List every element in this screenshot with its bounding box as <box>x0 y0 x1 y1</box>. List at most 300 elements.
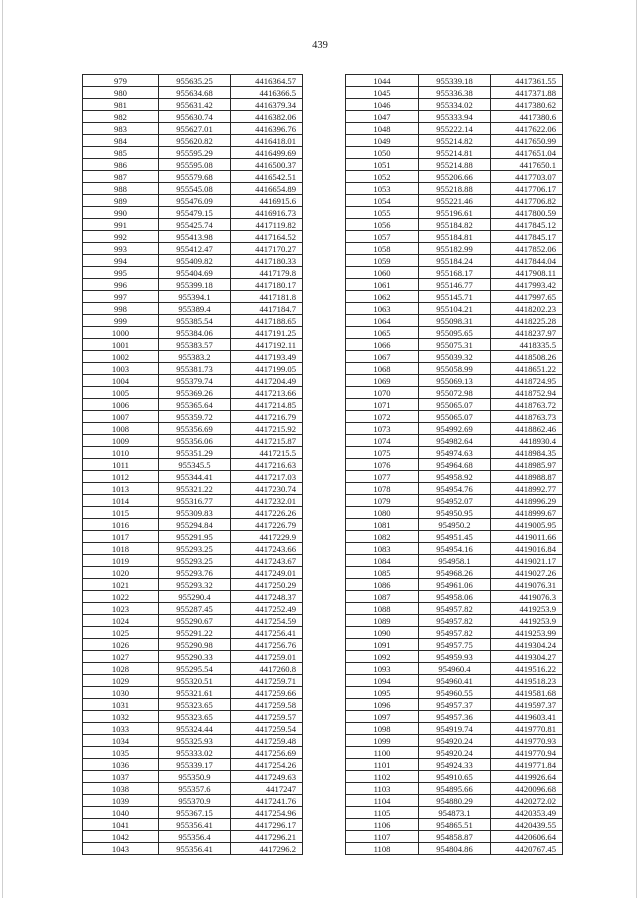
table-row <box>83 387 303 399</box>
table-row <box>346 255 563 267</box>
x-coordinate-cell: 955389.4 <box>159 303 231 315</box>
table-row <box>83 183 303 195</box>
x-coordinate-cell: 955379.74 <box>159 375 231 387</box>
table-row <box>346 819 563 831</box>
table-row <box>346 723 563 735</box>
x-coordinate-cell: 955479.15 <box>159 207 231 219</box>
x-coordinate-cell: 955145.71 <box>419 291 491 303</box>
y-coordinate-cell: 4417706.17 <box>491 183 563 195</box>
point-number-cell: 1103 <box>346 783 419 795</box>
x-coordinate-cell: 955324.44 <box>159 723 231 735</box>
y-coordinate-cell: 4418724.95 <box>491 375 563 387</box>
y-coordinate-cell: 4418508.26 <box>491 351 563 363</box>
y-coordinate-cell: 4419770.93 <box>491 735 563 747</box>
y-coordinate-cell: 4417254.26 <box>231 759 303 771</box>
x-coordinate-cell: 955369.26 <box>159 387 231 399</box>
table-row <box>346 315 563 327</box>
table-row <box>346 591 563 603</box>
x-coordinate-cell: 955206.66 <box>419 171 491 183</box>
table-row <box>83 591 303 603</box>
y-coordinate-cell: 4417249.63 <box>231 771 303 783</box>
x-coordinate-cell: 955595.29 <box>159 147 231 159</box>
table-row <box>83 147 303 159</box>
x-coordinate-cell: 955579.68 <box>159 171 231 183</box>
y-coordinate-cell: 4420439.55 <box>491 819 563 831</box>
x-coordinate-cell: 954960.41 <box>419 675 491 687</box>
y-coordinate-cell: 4417259.58 <box>231 699 303 711</box>
table-row <box>346 603 563 615</box>
point-number-cell: 1101 <box>346 759 419 771</box>
table-row <box>346 291 563 303</box>
table-row <box>346 459 563 471</box>
y-coordinate-cell: 4419603.41 <box>491 711 563 723</box>
point-number-cell: 1011 <box>83 459 159 471</box>
point-number-cell: 1016 <box>83 519 159 531</box>
point-number-cell: 996 <box>83 279 159 291</box>
table-row <box>346 771 563 783</box>
y-coordinate-cell: 4417241.76 <box>231 795 303 807</box>
y-coordinate-cell: 4416500.37 <box>231 159 303 171</box>
y-coordinate-cell: 4417243.66 <box>231 543 303 555</box>
point-number-cell: 1107 <box>346 831 419 843</box>
x-coordinate-cell: 954957.82 <box>419 627 491 639</box>
x-coordinate-cell: 955316.77 <box>159 495 231 507</box>
table-row <box>346 243 563 255</box>
x-coordinate-cell: 955196.61 <box>419 207 491 219</box>
y-coordinate-cell: 4417296.21 <box>231 831 303 843</box>
y-coordinate-cell: 4417215.5 <box>231 447 303 459</box>
y-coordinate-cell: 4417180.17 <box>231 279 303 291</box>
y-coordinate-cell: 4420767.45 <box>491 843 563 855</box>
x-coordinate-cell: 955359.72 <box>159 411 231 423</box>
x-coordinate-cell: 955383.57 <box>159 339 231 351</box>
y-coordinate-cell: 4417192.11 <box>231 339 303 351</box>
y-coordinate-cell: 4417204.49 <box>231 375 303 387</box>
y-coordinate-cell: 4419021.17 <box>491 555 563 567</box>
point-number-cell: 1060 <box>346 267 419 279</box>
y-coordinate-cell: 4417249.01 <box>231 567 303 579</box>
x-coordinate-cell: 955184.24 <box>419 255 491 267</box>
table-row <box>346 183 563 195</box>
y-coordinate-cell: 4418999.67 <box>491 507 563 519</box>
table-row <box>346 519 563 531</box>
point-number-cell: 1100 <box>346 747 419 759</box>
y-coordinate-cell: 4417193.49 <box>231 351 303 363</box>
table-row <box>83 795 303 807</box>
y-coordinate-cell: 4416654.89 <box>231 183 303 195</box>
point-number-cell: 1092 <box>346 651 419 663</box>
x-coordinate-cell: 954954.76 <box>419 483 491 495</box>
point-number-cell: 1063 <box>346 303 419 315</box>
x-coordinate-cell: 955293.76 <box>159 567 231 579</box>
point-number-cell: 1046 <box>346 99 419 111</box>
x-coordinate-cell: 955168.17 <box>419 267 491 279</box>
y-coordinate-cell: 4418984.35 <box>491 447 563 459</box>
y-coordinate-cell: 4417259.48 <box>231 735 303 747</box>
y-coordinate-cell: 4418985.97 <box>491 459 563 471</box>
y-coordinate-cell: 4417800.59 <box>491 207 563 219</box>
x-coordinate-cell: 955291.95 <box>159 531 231 543</box>
point-number-cell: 1042 <box>83 831 159 843</box>
point-number-cell: 1017 <box>83 531 159 543</box>
point-number-cell: 1067 <box>346 351 419 363</box>
point-number-cell: 1048 <box>346 123 419 135</box>
table-row <box>83 459 303 471</box>
table-row <box>346 843 563 855</box>
x-coordinate-cell: 955323.65 <box>159 699 231 711</box>
table-row <box>346 783 563 795</box>
x-coordinate-cell: 955545.08 <box>159 183 231 195</box>
point-number-cell: 1054 <box>346 195 419 207</box>
y-coordinate-cell: 4417184.7 <box>231 303 303 315</box>
x-coordinate-cell: 955293.25 <box>159 555 231 567</box>
x-coordinate-cell: 955214.82 <box>419 135 491 147</box>
x-coordinate-cell: 955218.88 <box>419 183 491 195</box>
point-number-cell: 1051 <box>346 159 419 171</box>
y-coordinate-cell: 4417215.92 <box>231 423 303 435</box>
x-coordinate-cell: 955356.41 <box>159 843 231 855</box>
table-row <box>346 543 563 555</box>
point-number-cell: 984 <box>83 135 159 147</box>
table-row <box>83 375 303 387</box>
y-coordinate-cell: 4419005.95 <box>491 519 563 531</box>
point-number-cell: 1023 <box>83 603 159 615</box>
point-number-cell: 998 <box>83 303 159 315</box>
point-number-cell: 1071 <box>346 399 419 411</box>
y-coordinate-cell: 4417703.07 <box>491 171 563 183</box>
table-row <box>83 507 303 519</box>
x-coordinate-cell: 955425.74 <box>159 219 231 231</box>
point-number-cell: 985 <box>83 147 159 159</box>
point-number-cell: 1081 <box>346 519 419 531</box>
y-coordinate-cell: 4417170.27 <box>231 243 303 255</box>
y-coordinate-cell: 4418763.72 <box>491 399 563 411</box>
point-number-cell: 1083 <box>346 543 419 555</box>
point-number-cell: 1078 <box>346 483 419 495</box>
x-coordinate-cell: 955290.33 <box>159 651 231 663</box>
point-number-cell: 1096 <box>346 699 419 711</box>
table-row <box>346 663 563 675</box>
page-number: 439 <box>312 40 328 51</box>
point-number-cell: 1055 <box>346 207 419 219</box>
y-coordinate-cell: 4420606.64 <box>491 831 563 843</box>
table-row <box>346 423 563 435</box>
point-number-cell: 1035 <box>83 747 159 759</box>
x-coordinate-cell: 955404.69 <box>159 267 231 279</box>
point-number-cell: 981 <box>83 99 159 111</box>
x-coordinate-cell: 955184.82 <box>419 219 491 231</box>
table-row <box>83 603 303 615</box>
point-number-cell: 1084 <box>346 555 419 567</box>
x-coordinate-cell: 955320.51 <box>159 675 231 687</box>
point-number-cell: 1044 <box>346 75 419 87</box>
x-coordinate-cell: 954992.69 <box>419 423 491 435</box>
x-coordinate-cell: 955476.09 <box>159 195 231 207</box>
y-coordinate-cell: 4416366.5 <box>231 87 303 99</box>
x-coordinate-cell: 955383.2 <box>159 351 231 363</box>
point-number-cell: 1025 <box>83 627 159 639</box>
x-coordinate-cell: 954950.95 <box>419 507 491 519</box>
x-coordinate-cell: 954960.4 <box>419 663 491 675</box>
table-row <box>83 771 303 783</box>
y-coordinate-cell: 4417706.82 <box>491 195 563 207</box>
table-row <box>83 843 303 855</box>
point-number-cell: 1074 <box>346 435 419 447</box>
table-row <box>83 243 303 255</box>
point-number-cell: 1073 <box>346 423 419 435</box>
y-coordinate-cell: 4417215.87 <box>231 435 303 447</box>
x-coordinate-cell: 955634.68 <box>159 87 231 99</box>
x-coordinate-cell: 955309.83 <box>159 507 231 519</box>
table-row <box>83 555 303 567</box>
y-coordinate-cell: 4416916.73 <box>231 207 303 219</box>
table-row <box>83 135 303 147</box>
table-row <box>346 483 563 495</box>
y-coordinate-cell: 4417216.63 <box>231 459 303 471</box>
x-coordinate-cell: 955631.42 <box>159 99 231 111</box>
y-coordinate-cell: 4417371.88 <box>491 87 563 99</box>
x-coordinate-cell: 955384.06 <box>159 327 231 339</box>
y-coordinate-cell: 4419518.23 <box>491 675 563 687</box>
point-number-cell: 986 <box>83 159 159 171</box>
point-number-cell: 1057 <box>346 231 419 243</box>
table-row <box>83 615 303 627</box>
x-coordinate-cell: 954958.06 <box>419 591 491 603</box>
y-coordinate-cell: 4417256.41 <box>231 627 303 639</box>
x-coordinate-cell: 954880.29 <box>419 795 491 807</box>
point-number-cell: 1080 <box>346 507 419 519</box>
y-coordinate-cell: 4419253.9 <box>491 603 563 615</box>
point-number-cell: 1008 <box>83 423 159 435</box>
y-coordinate-cell: 4420353.49 <box>491 807 563 819</box>
point-number-cell: 1068 <box>346 363 419 375</box>
x-coordinate-cell: 955058.99 <box>419 363 491 375</box>
point-number-cell: 1019 <box>83 555 159 567</box>
x-coordinate-cell: 955182.99 <box>419 243 491 255</box>
table-row <box>83 471 303 483</box>
table-row <box>346 87 563 99</box>
table-row <box>83 759 303 771</box>
point-number-cell: 1020 <box>83 567 159 579</box>
table-row <box>346 219 563 231</box>
x-coordinate-cell: 955370.9 <box>159 795 231 807</box>
table-row <box>83 159 303 171</box>
point-number-cell: 1000 <box>83 327 159 339</box>
point-number-cell: 1077 <box>346 471 419 483</box>
point-number-cell: 1070 <box>346 387 419 399</box>
x-coordinate-cell: 954974.63 <box>419 447 491 459</box>
table-row <box>346 759 563 771</box>
y-coordinate-cell: 4417997.65 <box>491 291 563 303</box>
y-coordinate-cell: 4417232.01 <box>231 495 303 507</box>
y-coordinate-cell: 4419027.26 <box>491 567 563 579</box>
table-row <box>346 807 563 819</box>
y-coordinate-cell: 4417250.29 <box>231 579 303 591</box>
y-coordinate-cell: 4416542.51 <box>231 171 303 183</box>
y-coordinate-cell: 4417254.59 <box>231 615 303 627</box>
point-number-cell: 1097 <box>346 711 419 723</box>
y-coordinate-cell: 4417361.55 <box>491 75 563 87</box>
point-number-cell: 1013 <box>83 483 159 495</box>
y-coordinate-cell: 4417380.6 <box>491 111 563 123</box>
y-coordinate-cell: 4419304.24 <box>491 639 563 651</box>
table-row <box>83 363 303 375</box>
point-number-cell: 1031 <box>83 699 159 711</box>
y-coordinate-cell: 4417380.62 <box>491 99 563 111</box>
y-coordinate-cell: 4419597.37 <box>491 699 563 711</box>
table-row <box>83 351 303 363</box>
x-coordinate-cell: 954804.86 <box>419 843 491 855</box>
x-coordinate-cell: 955325.93 <box>159 735 231 747</box>
point-number-cell: 1090 <box>346 627 419 639</box>
y-coordinate-cell: 4416379.34 <box>231 99 303 111</box>
table-row <box>346 375 563 387</box>
table-row <box>346 195 563 207</box>
x-coordinate-cell: 955104.21 <box>419 303 491 315</box>
point-number-cell: 1106 <box>346 819 419 831</box>
x-coordinate-cell: 955336.38 <box>419 87 491 99</box>
x-coordinate-cell: 955351.29 <box>159 447 231 459</box>
table-row <box>83 735 303 747</box>
point-number-cell: 1024 <box>83 615 159 627</box>
y-coordinate-cell: 4416915.6 <box>231 195 303 207</box>
point-number-cell: 988 <box>83 183 159 195</box>
x-coordinate-cell: 955146.77 <box>419 279 491 291</box>
point-number-cell: 1108 <box>346 843 419 855</box>
y-coordinate-cell: 4417260.8 <box>231 663 303 675</box>
table-row <box>83 219 303 231</box>
x-coordinate-cell: 955098.31 <box>419 315 491 327</box>
x-coordinate-cell: 955065.07 <box>419 411 491 423</box>
table-row <box>83 255 303 267</box>
table-row <box>346 447 563 459</box>
point-number-cell: 1085 <box>346 567 419 579</box>
x-coordinate-cell: 954968.26 <box>419 567 491 579</box>
x-coordinate-cell: 954873.1 <box>419 807 491 819</box>
table-row <box>346 735 563 747</box>
y-coordinate-cell: 4417651.04 <box>491 147 563 159</box>
point-number-cell: 1050 <box>346 147 419 159</box>
point-number-cell: 979 <box>83 75 159 87</box>
table-row <box>83 567 303 579</box>
table-row <box>83 663 303 675</box>
table-row <box>83 411 303 423</box>
point-number-cell: 1004 <box>83 375 159 387</box>
y-coordinate-cell: 4417119.82 <box>231 219 303 231</box>
y-coordinate-cell: 4417226.26 <box>231 507 303 519</box>
table-row <box>83 87 303 99</box>
point-number-cell: 1061 <box>346 279 419 291</box>
table-row <box>83 423 303 435</box>
point-number-cell: 1015 <box>83 507 159 519</box>
table-row <box>83 495 303 507</box>
x-coordinate-cell: 955290.4 <box>159 591 231 603</box>
point-number-cell: 1026 <box>83 639 159 651</box>
x-coordinate-cell: 954865.51 <box>419 819 491 831</box>
point-number-cell: 990 <box>83 207 159 219</box>
x-coordinate-cell: 954950.2 <box>419 519 491 531</box>
y-coordinate-cell: 4417180.33 <box>231 255 303 267</box>
table-row <box>83 195 303 207</box>
y-coordinate-cell: 4419771.84 <box>491 759 563 771</box>
point-number-cell: 1002 <box>83 351 159 363</box>
point-number-cell: 1098 <box>346 723 419 735</box>
point-number-cell: 983 <box>83 123 159 135</box>
y-coordinate-cell: 4420272.02 <box>491 795 563 807</box>
point-number-cell: 1021 <box>83 579 159 591</box>
x-coordinate-cell: 954960.55 <box>419 687 491 699</box>
y-coordinate-cell: 4419076.31 <box>491 579 563 591</box>
point-number-cell: 1037 <box>83 771 159 783</box>
y-coordinate-cell: 4419076.3 <box>491 591 563 603</box>
y-coordinate-cell: 4417248.37 <box>231 591 303 603</box>
point-number-cell: 1079 <box>346 495 419 507</box>
x-coordinate-cell: 955184.81 <box>419 231 491 243</box>
x-coordinate-cell: 955367.15 <box>159 807 231 819</box>
y-coordinate-cell: 4418763.73 <box>491 411 563 423</box>
x-coordinate-cell: 954957.75 <box>419 639 491 651</box>
y-coordinate-cell: 4417296.2 <box>231 843 303 855</box>
table-row <box>346 135 563 147</box>
y-coordinate-cell: 4416382.06 <box>231 111 303 123</box>
y-coordinate-cell: 4417164.52 <box>231 231 303 243</box>
x-coordinate-cell: 955214.88 <box>419 159 491 171</box>
x-coordinate-cell: 955412.47 <box>159 243 231 255</box>
point-number-cell: 1082 <box>346 531 419 543</box>
table-row <box>346 675 563 687</box>
table-row <box>83 711 303 723</box>
table-row <box>83 303 303 315</box>
x-coordinate-cell: 954954.16 <box>419 543 491 555</box>
y-coordinate-cell: 4418930.4 <box>491 435 563 447</box>
table-row <box>346 99 563 111</box>
point-number-cell: 991 <box>83 219 159 231</box>
point-number-cell: 1041 <box>83 819 159 831</box>
y-coordinate-cell: 4417259.01 <box>231 651 303 663</box>
table-row <box>83 639 303 651</box>
point-number-cell: 980 <box>83 87 159 99</box>
y-coordinate-cell: 4418992.77 <box>491 483 563 495</box>
table-row <box>346 327 563 339</box>
x-coordinate-cell: 954920.24 <box>419 747 491 759</box>
y-coordinate-cell: 4420096.68 <box>491 783 563 795</box>
y-coordinate-cell: 4418988.87 <box>491 471 563 483</box>
table-row <box>346 231 563 243</box>
table-row <box>346 267 563 279</box>
point-number-cell: 1089 <box>346 615 419 627</box>
x-coordinate-cell: 955356.69 <box>159 423 231 435</box>
x-coordinate-cell: 955345.5 <box>159 459 231 471</box>
y-coordinate-cell: 4417650.99 <box>491 135 563 147</box>
point-number-cell: 994 <box>83 255 159 267</box>
x-coordinate-cell: 954961.06 <box>419 579 491 591</box>
y-coordinate-cell: 4417259.66 <box>231 687 303 699</box>
point-number-cell: 1022 <box>83 591 159 603</box>
table-row <box>346 159 563 171</box>
point-number-cell: 1001 <box>83 339 159 351</box>
point-number-cell: 1076 <box>346 459 419 471</box>
point-number-cell: 1003 <box>83 363 159 375</box>
y-coordinate-cell: 4417254.96 <box>231 807 303 819</box>
x-coordinate-cell: 954959.93 <box>419 651 491 663</box>
x-coordinate-cell: 955339.18 <box>419 75 491 87</box>
coordinate-table-right <box>345 74 563 855</box>
point-number-cell: 1102 <box>346 771 419 783</box>
table-row <box>83 231 303 243</box>
x-coordinate-cell: 955075.31 <box>419 339 491 351</box>
point-number-cell: 1105 <box>346 807 419 819</box>
x-coordinate-cell: 955333.02 <box>159 747 231 759</box>
